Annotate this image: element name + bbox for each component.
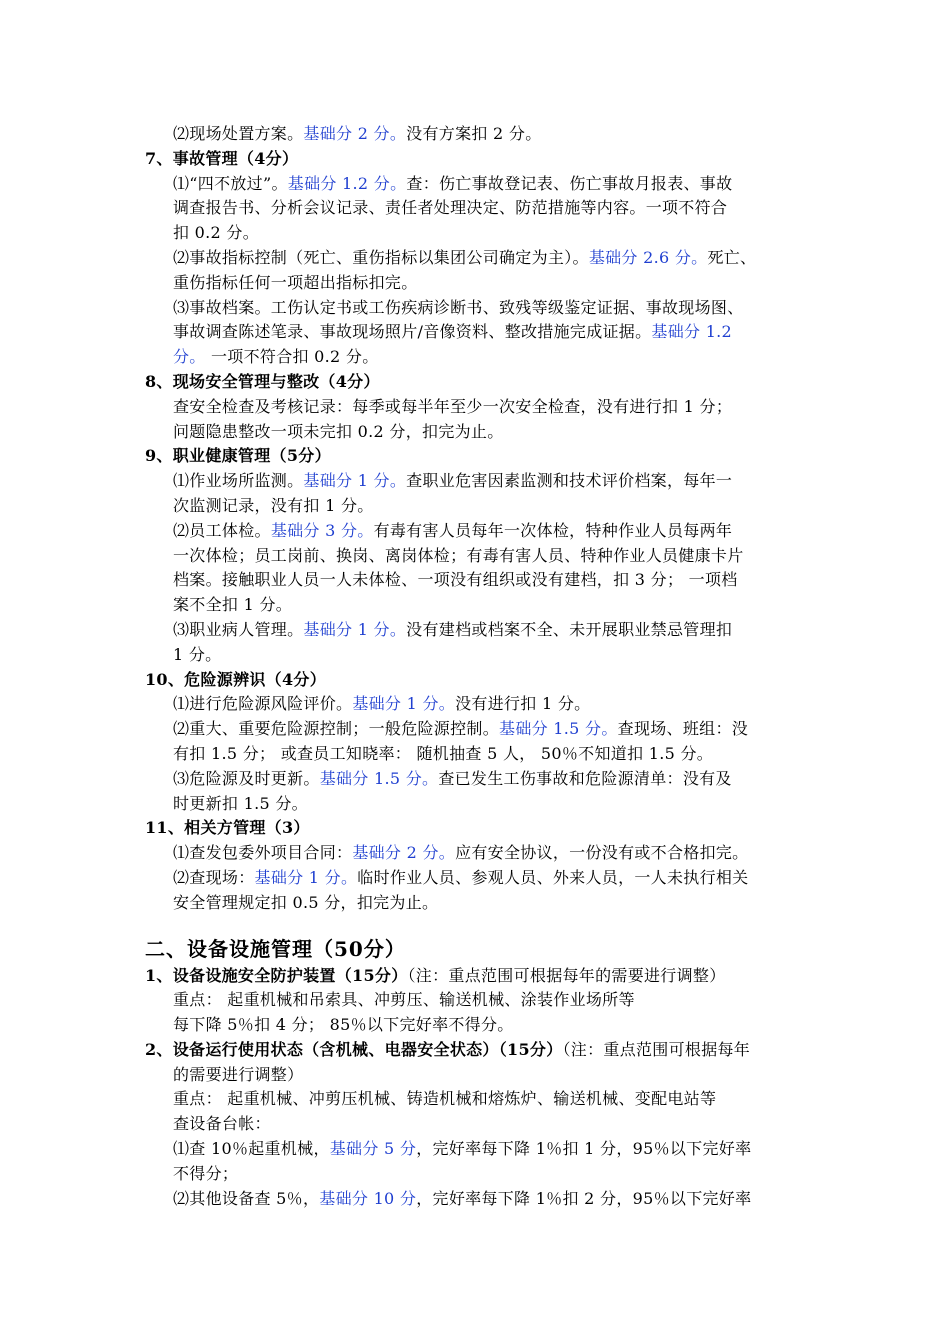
subsection-heading bbox=[145, 964, 825, 989]
text-run: 每下降 5％扣 4 分； 85％以下完好率不得分。 bbox=[173, 1015, 514, 1035]
text-run: 1 分。 bbox=[173, 644, 222, 664]
text-run: 问题隐患整改一项未完扣 0.2 分，扣完为止。 bbox=[173, 421, 504, 441]
text-run: ⑴作业场所监测。 bbox=[173, 471, 304, 491]
base-score-text: 基础分 1.5 分。 bbox=[499, 719, 618, 739]
text-line bbox=[145, 469, 825, 494]
text-run: 扣 0.2 分。 bbox=[173, 223, 260, 243]
text-line bbox=[145, 792, 825, 817]
text-run: 查设备台帐： bbox=[173, 1114, 271, 1134]
text-line bbox=[145, 221, 825, 246]
text-line bbox=[145, 320, 825, 345]
text-run: ⑵现场处置方案。 bbox=[173, 124, 304, 143]
text-line bbox=[145, 395, 825, 420]
text-run: 重点： 起重机械、冲剪压机械、铸造机械和熔炼炉、输送机械、变配电站等 bbox=[173, 1089, 717, 1109]
text-line bbox=[145, 643, 825, 668]
text-run: 重点： 起重机械和吊索具、冲剪压、输送机械、涂装作业场所等 bbox=[173, 990, 635, 1010]
text-run: ，完好率每下降 1％扣 1 分，95％以下完好率 bbox=[416, 1139, 752, 1159]
subsection-heading bbox=[145, 147, 825, 172]
text-run: ⑵其他设备查 5％， bbox=[173, 1188, 320, 1208]
text-run: 11、相关方管理（3） bbox=[145, 818, 310, 838]
text-run: ⑶危险源及时更新。 bbox=[173, 768, 320, 788]
text-run: 时更新扣 1.5 分。 bbox=[173, 793, 308, 813]
base-score-text: 基础分 1.2 bbox=[651, 322, 733, 342]
text-run: 的需要进行调整） bbox=[173, 1064, 304, 1084]
text-run: 9、职业健康管理（5分） bbox=[145, 446, 331, 466]
text-run: （注：重点范围可根据每年的需要进行调整） bbox=[407, 965, 726, 985]
text-run: 10、危险源辨识（4分） bbox=[145, 669, 326, 689]
text-line bbox=[145, 767, 825, 792]
text-run: 一次体检；员工岗前、换岗、离岗体检；有毒有害人员、特种作业人员健康卡片 bbox=[173, 545, 744, 565]
subsection-heading bbox=[145, 668, 825, 693]
text-run: 查已发生工伤事故和危险源清单：没有及 bbox=[438, 768, 732, 788]
text-line bbox=[145, 866, 825, 891]
text-line bbox=[145, 271, 825, 296]
text-line bbox=[145, 1013, 825, 1038]
text-run: ⑵查现场： bbox=[173, 867, 255, 887]
text-run: ⑵员工体检。 bbox=[173, 520, 271, 540]
subsection-heading bbox=[145, 444, 825, 469]
text-run: ⑶事故档案。工伤认定书或工伤疾病诊断书、致残等级鉴定证据、事故现场图、 bbox=[173, 297, 744, 317]
base-score-text: 基础分 1.5 分。 bbox=[319, 768, 439, 788]
text-run: 有扣 1.5 分； 或查员工知晓率： 随机抽查 5 人， 50％不知道扣 1.5 分。 bbox=[173, 743, 714, 763]
text-line bbox=[145, 196, 825, 221]
text-run: 1、设备设施安全防护装置（15分） bbox=[145, 965, 408, 985]
text-run: 案不全扣 1 分。 bbox=[173, 595, 293, 615]
text-line bbox=[145, 1137, 825, 1162]
text-line bbox=[145, 1063, 825, 1088]
subsection-heading bbox=[145, 816, 825, 841]
text-run: 次监测记录，没有扣 1 分。 bbox=[173, 495, 374, 515]
base-score-text: 基础分 3 分。 bbox=[270, 520, 374, 540]
text-run: 有毒有害人员每年一次体检，特种作业人员每两年 bbox=[373, 520, 733, 540]
text-line bbox=[145, 593, 825, 618]
text-line bbox=[145, 841, 825, 866]
text-run: 查现场、班组：没 bbox=[617, 719, 749, 739]
text-run: ⑵重大、重要危险源控制；一般危险源控制。 bbox=[173, 719, 500, 739]
text-run: 查职业危害因素监测和技术评价档案，每年一 bbox=[406, 471, 733, 491]
text-line bbox=[145, 1087, 825, 1112]
base-score-text: 基础分 5 分 bbox=[329, 1139, 417, 1159]
text-run: ⑴“四不放过”。 bbox=[173, 173, 288, 193]
text-run: 二、设备设施管理（50分） bbox=[145, 936, 406, 961]
base-score-text: 基础分 2 分。 bbox=[303, 124, 407, 143]
text-line bbox=[145, 122, 825, 147]
text-run: ，完好率每下降 1％扣 2 分，95％以下完好率 bbox=[416, 1188, 752, 1208]
base-score-text: 基础分 1 分。 bbox=[254, 867, 358, 887]
base-score-text: 基础分 1 分。 bbox=[303, 471, 407, 491]
text-run: 重伤指标任何一项超出指标扣完。 bbox=[173, 272, 418, 292]
text-line bbox=[145, 296, 825, 321]
text-run: ⑴查 10％起重机械， bbox=[173, 1139, 330, 1159]
text-line bbox=[145, 544, 825, 569]
text-run: ⑶职业病人管理。 bbox=[173, 619, 304, 639]
base-score-text: 基础分 10 分 bbox=[319, 1188, 417, 1208]
text-run: ⑵事故指标控制（死亡、重伤指标以集团公司确定为主）。 bbox=[173, 247, 589, 267]
section-heading bbox=[145, 934, 825, 964]
text-line bbox=[145, 988, 825, 1013]
document-page bbox=[145, 122, 825, 1211]
text-line bbox=[145, 494, 825, 519]
text-line bbox=[145, 420, 825, 445]
text-run: 死亡、 bbox=[707, 247, 757, 267]
base-score-text: 基础分 2.6 分。 bbox=[588, 247, 708, 267]
base-score-text: 基础分 2 分。 bbox=[352, 843, 456, 863]
base-score-text: 分。 bbox=[173, 347, 206, 367]
text-run: 2、设备运行使用状态（含机械、电器安全状态）（15分） bbox=[145, 1039, 563, 1059]
subsection-heading bbox=[145, 370, 825, 395]
text-run: （注：重点范围可根据每年 bbox=[562, 1039, 751, 1059]
text-run: 没有进行扣 1 分。 bbox=[455, 694, 591, 714]
base-score-text: 基础分 1.2 分。 bbox=[287, 173, 407, 193]
text-run: 应有安全协议，一份没有或不合格扣完。 bbox=[455, 843, 749, 863]
text-run: 事故调查陈述笔录、事故现场照片/音像资料、整改措施完成证据。 bbox=[173, 322, 652, 342]
text-run: 安全管理规定扣 0.5 分，扣完为止。 bbox=[173, 892, 439, 912]
text-run: 没有建档或档案不全、未开展职业禁忌管理扣 bbox=[406, 619, 733, 639]
text-run: ⑴进行危险源风险评价。 bbox=[173, 694, 353, 714]
base-score-text: 基础分 1 分。 bbox=[303, 619, 407, 639]
text-run: 没有方案扣 2 分。 bbox=[406, 124, 542, 143]
text-line bbox=[145, 345, 825, 370]
text-run: 查安全检查及考核记录：每季或每半年至少一次安全检查，没有进行扣 1 分； bbox=[173, 396, 733, 416]
text-run: 档案。接触职业人员一人未体检、一项没有组织或没有建档，扣 3 分； 一项档 bbox=[173, 570, 738, 590]
subsection-heading bbox=[145, 1038, 825, 1063]
text-run: 调查报告书、分析会议记录、责任者处理决定、防范措施等内容。一项不符合 bbox=[173, 198, 728, 218]
text-run: 查：伤亡事故登记表、伤亡事故月报表、事故 bbox=[406, 173, 733, 193]
text-run: 临时作业人员、参观人员、外来人员，一人未执行相关 bbox=[357, 867, 749, 887]
text-run: 8、现场安全管理与整改（4分） bbox=[145, 371, 380, 391]
text-line bbox=[145, 1112, 825, 1137]
text-line bbox=[145, 246, 825, 271]
text-run: 7、事故管理（4分） bbox=[145, 148, 299, 168]
text-line bbox=[145, 717, 825, 742]
text-line bbox=[145, 568, 825, 593]
text-line bbox=[145, 1187, 825, 1212]
text-run: 一项不符合扣 0.2 分。 bbox=[205, 347, 379, 367]
base-score-text: 基础分 1 分。 bbox=[352, 694, 456, 714]
text-line bbox=[145, 742, 825, 767]
text-line bbox=[145, 618, 825, 643]
text-line bbox=[145, 519, 825, 544]
text-line bbox=[145, 692, 825, 717]
text-line bbox=[145, 172, 825, 197]
text-run: 不得分； bbox=[173, 1163, 239, 1183]
text-run: ⑴查发包委外项目合同： bbox=[173, 843, 353, 863]
text-line bbox=[145, 891, 825, 916]
text-line bbox=[145, 1162, 825, 1187]
